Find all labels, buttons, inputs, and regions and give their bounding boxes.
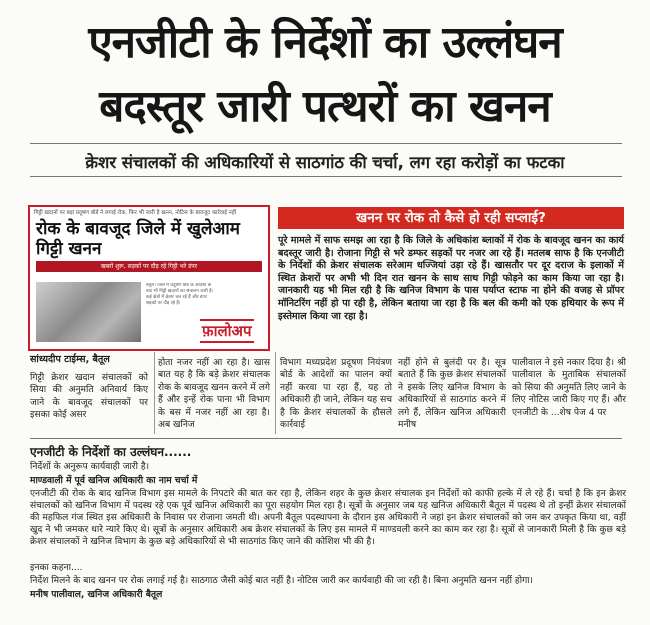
section2-title: एनजीटी के निर्देशों का उल्लंघन...... xyxy=(30,445,192,459)
inset-clipping xyxy=(28,205,270,351)
inset-photo xyxy=(36,282,141,342)
column-4: नहीं होने से बुलंदी पर है। सूत्र बताते हैं कि कुछ क्रेशर संचालकों ने इसके लिए खनिज विभाग के अधिकारियों से साठगांठ करने में लगे हैं, लेकिन खनिज अधिकारी मनीष xyxy=(398,358,506,431)
byline: सांध्यदीप टाईम्स, बैतूल xyxy=(30,354,110,365)
inset-body-text: बैतूल। जिले में प्रदूषण बोर्ड के आदेशों के बाद भी गिट्टी खदानों का संचालन जारी है। कई क्षेत्रों में क्रेशर चल रहे हैं और डंपर सड़कों पर दौड़ रहे हैं। xyxy=(146,283,214,306)
sub-divider xyxy=(30,176,622,177)
column-divider xyxy=(154,352,155,434)
section2-subhead: माण्डवाली में पूर्व खनिज अधिकारी का नाम चर्चा में xyxy=(30,476,198,486)
column-divider xyxy=(275,352,276,434)
column-1: गिट्टी क्रेशर खदान संचालकों को सिया की अनुमति अनिवार्य किए जाने के बावजूद संचालकों पर इसका कोई असर xyxy=(30,373,148,421)
inset-top-line: गिट्टी खदानों पर बड़ा प्रदूषण बोर्ड ने लगाई रोक, फिर भी जारी है खनन, नोटिस के बावजूद कार्रवाई नहीं xyxy=(34,210,237,216)
quote-text: निर्देश मिलने के बाद खनन पर रोक लगाई गई है। साठगाठ जैसी कोई बात नहीं है। नोटिस जारी कर कार्यवाही की जा रही है। बिना अनुमति खनन नहीं होगा। xyxy=(30,576,533,586)
right-paragraph: पूरे मामले में साफ समझ आ रहा है कि जिले के अधिकांश ब्लाकों में रोक के बावजूद खनन का कार्य बदस्तूर जारी है। रोजाना गिट्टी से भरे डम्फर सड़कों पर नजर आ रहे हैं। मतलब साफ है कि एनजीटी के निर्देशों की क्रेशर संचालक सरेआम धज्जियां उड़ा रहे हैं। खासतौर पर दूर दराज के इलाकों में स्थित क्रेशरों पर अभी भी दिन रात खनन के साथ साथ गिट्टी फोड़ने का काम किया जा रहा है। जानकारी यह भी मिल रही है कि खनिज विभाग के पास पर्याप्त स्टाफ ना होने की वजह से प्रॉपर मॉनिटरिंग नहीं हो पा रही है, लेकिन बताया जा रहा है कि बल की कमी को एक हथियार के रूप में इस्तेमाल किया जा रहा है। xyxy=(278,235,624,322)
section-banner: खनन पर रोक तो कैसे हो रही सप्लाई? xyxy=(278,207,624,229)
column-5: पालीवाल ने इसे नकार दिया है। श्री पालीवाल के मुताबिक संचालकों को सिया की अनुमति लिए जाने के लिए नोटिस जारी किए गए हैं। और एनजीटी के ...शेष पेज 4 पर xyxy=(512,358,626,418)
quote-attribution: मनीष पालीवाल, खनिज अधिकारी बैतूल xyxy=(30,590,163,600)
inset-headline: रोक के बावजूद जिले में खुलेआम गिट्टी खनन xyxy=(36,219,240,259)
main-headline-line-2: बदस्तूर जारी पत्थरों का खनन xyxy=(99,81,551,132)
section2-continued: निर्देशों के अनुरूप कार्यवाही जारी है। xyxy=(30,462,150,472)
quote-intro: इनका कहना.... xyxy=(30,563,83,573)
followup-logo: फ़ालोअप xyxy=(200,319,254,343)
main-headline-line-1: एनजीटी के निर्देशों का उल्लंघन xyxy=(88,17,562,68)
subheadline: क्रेशर संचालकों की अधिकारियों से साठगांठ की चर्चा, लग रहा करोड़ों का फटका xyxy=(85,153,565,172)
column-3: विभाग मध्यप्रदेश प्रदूषण नियंत्रण बोर्ड के आदेशों का पालन क्यों नहीं करवा पा रहा हैं, यह तो अधिकारी ही जाने, लेकिन यह सच है कि क्रेशर संचालकों के हौसले कार्रवाई xyxy=(280,358,392,431)
top-divider xyxy=(30,143,622,144)
column-2: होता नजर नहीं आ रहा है। खास बात यह है कि बड़े क्रेशर संचालक रोक के बावजूद खनन करने में लगे हैं और इन्हें रोक पाना भी विभाग के बस में नजर नहीं आ रहा है। अब खनिज xyxy=(158,358,270,431)
section2-paragraph: एनजीटी की रोक के बाद खनिज विभाग इस मामले के निपटारे की बात कर रहा है, लेकिन शहर के कुछ क्रेशर संचालक इन निर्देशों को काफी हल्के में ले रहे हैं। चर्चा है कि इन क्रेशर संचालकों को खनिज विभाग में पदस्थ रहे एक पूर्व खनिज अधिकारी का पूरा सहयोग मिल रहा है। सूत्रों के अनुसार जब यह खनिज अधिकारी बैतूल में पदस्थ थे तो इन्हीं क्रेशर संचालकों की महफिल गंज स्थित इस अधिकारी के निवास पर रोजाना जमती थी। अपनी बैतूल पदस्थापना के दौरान इस अधिकारी ने जहां इन क्रेशर संचालकों को जम कर उपकृत किया था, वहीं खुद ने भी जमकर धारे न्यारे किए थे। सूत्रों के अनुसार अधिकारी अब क्रेशर संचालकों के लिए इस मामले में माण्डवली करने का काम कर रहा है। सूत्रों से जानकारी मिली है कि कुछ बड़े क्रेशर संचालकों ने खनिज विभाग के कुछ बड़े अधिकारियों से भी साठगांठ किए जाने की कोशिश भी की है। xyxy=(30,489,626,547)
inset-red-strip: खबरों शुरू, सड़कों पर दौड़ रहे गिट्टी भरे डंपर xyxy=(36,261,262,272)
section2-divider xyxy=(30,438,622,439)
